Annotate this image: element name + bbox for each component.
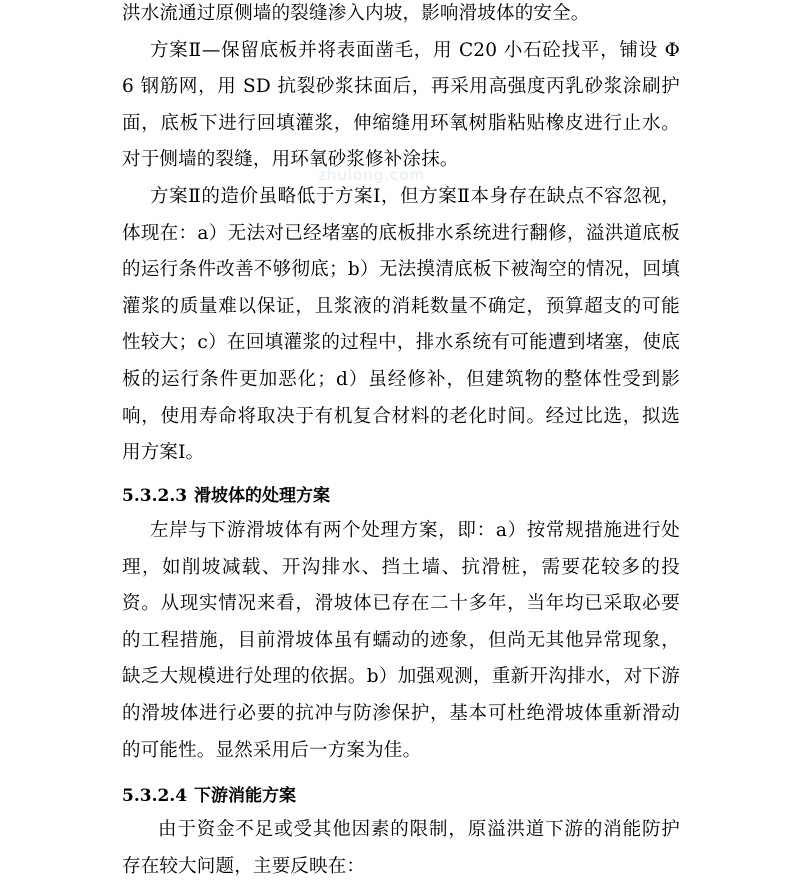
section-heading-energy-dissipation xyxy=(122,778,296,814)
paragraph-scheme-2: 方案Ⅱ—保留底板并将表面凿毛，用 C20 小石砼找平，铺设 Φ 6 钢筋网，用 SD 抗裂砂浆抹面后，再采用高强度丙乳砂浆涂刷护面，底板下进行回填灌浆，伸缩缝用环氧树脂粘贴橡皮进行止水。对于侧墙的裂缝，用环氧砂浆修补涂抹。 xyxy=(122,39,680,171)
section-title: 滑坡体的处理方案 xyxy=(194,486,330,506)
section-title: 下游消能方案 xyxy=(194,786,296,806)
section-number: 5.3.2.3 xyxy=(122,486,188,506)
section-number: 5.3.2.4 xyxy=(122,786,188,806)
paragraph-landslide-treatment: 左岸与下游滑坡体有两个处理方案，即：a）按常规措施进行处理，如削坡减载、开沟排水、挡土墙、抗滑桩，需要花较多的投资。从现实情况来看，滑坡体已存在二十多年，当年均已采取必要的工程措施，目前滑坡体虽有蠕动的迹象，但尚无其他异常现象，缺乏大规模进行处理的依据。b）加强观测，重新开沟排水，对下游的滑坡体进行必要的抗冲与防渗保护，基本可杜绝滑坡体重新滑动的可能性。显然采用后一方案为佳。 xyxy=(122,520,680,761)
watermark: zhulong.com xyxy=(318,166,426,184)
paragraph-scheme-comparison: 方案Ⅱ的造价虽略低于方案Ⅰ，但方案Ⅱ本身存在缺点不容忽视，体现在：a）无法对已经堵塞的底板排水系统进行翻修，溢洪道底板的运行条件改善不够彻底；b）无法摸清底板下被淘空的情况，回填灌浆的质量难以保证，且浆液的消耗数量不确定，预算超支的可能性较大；c）在回填灌浆的过程中，排水系统有可能遭到堵塞，使底板的运行条件更加恶化；d）虽经修补，但建筑物的整体性受到影响，使用寿命将取决于有机复合材料的老化时间。经过比选，拟选用方案Ⅰ。 xyxy=(122,186,680,464)
paragraph-downstream-problems: 由于资金不足或受其他因素的限制，原溢洪道下游的消能防护存在较大问题，主要反映在： xyxy=(122,819,680,877)
paragraph-flood-seepage: 洪水流通过原侧墙的裂缝渗入内坡，影响滑坡体的安全。 xyxy=(122,3,590,24)
section-heading-landslide xyxy=(122,478,330,514)
